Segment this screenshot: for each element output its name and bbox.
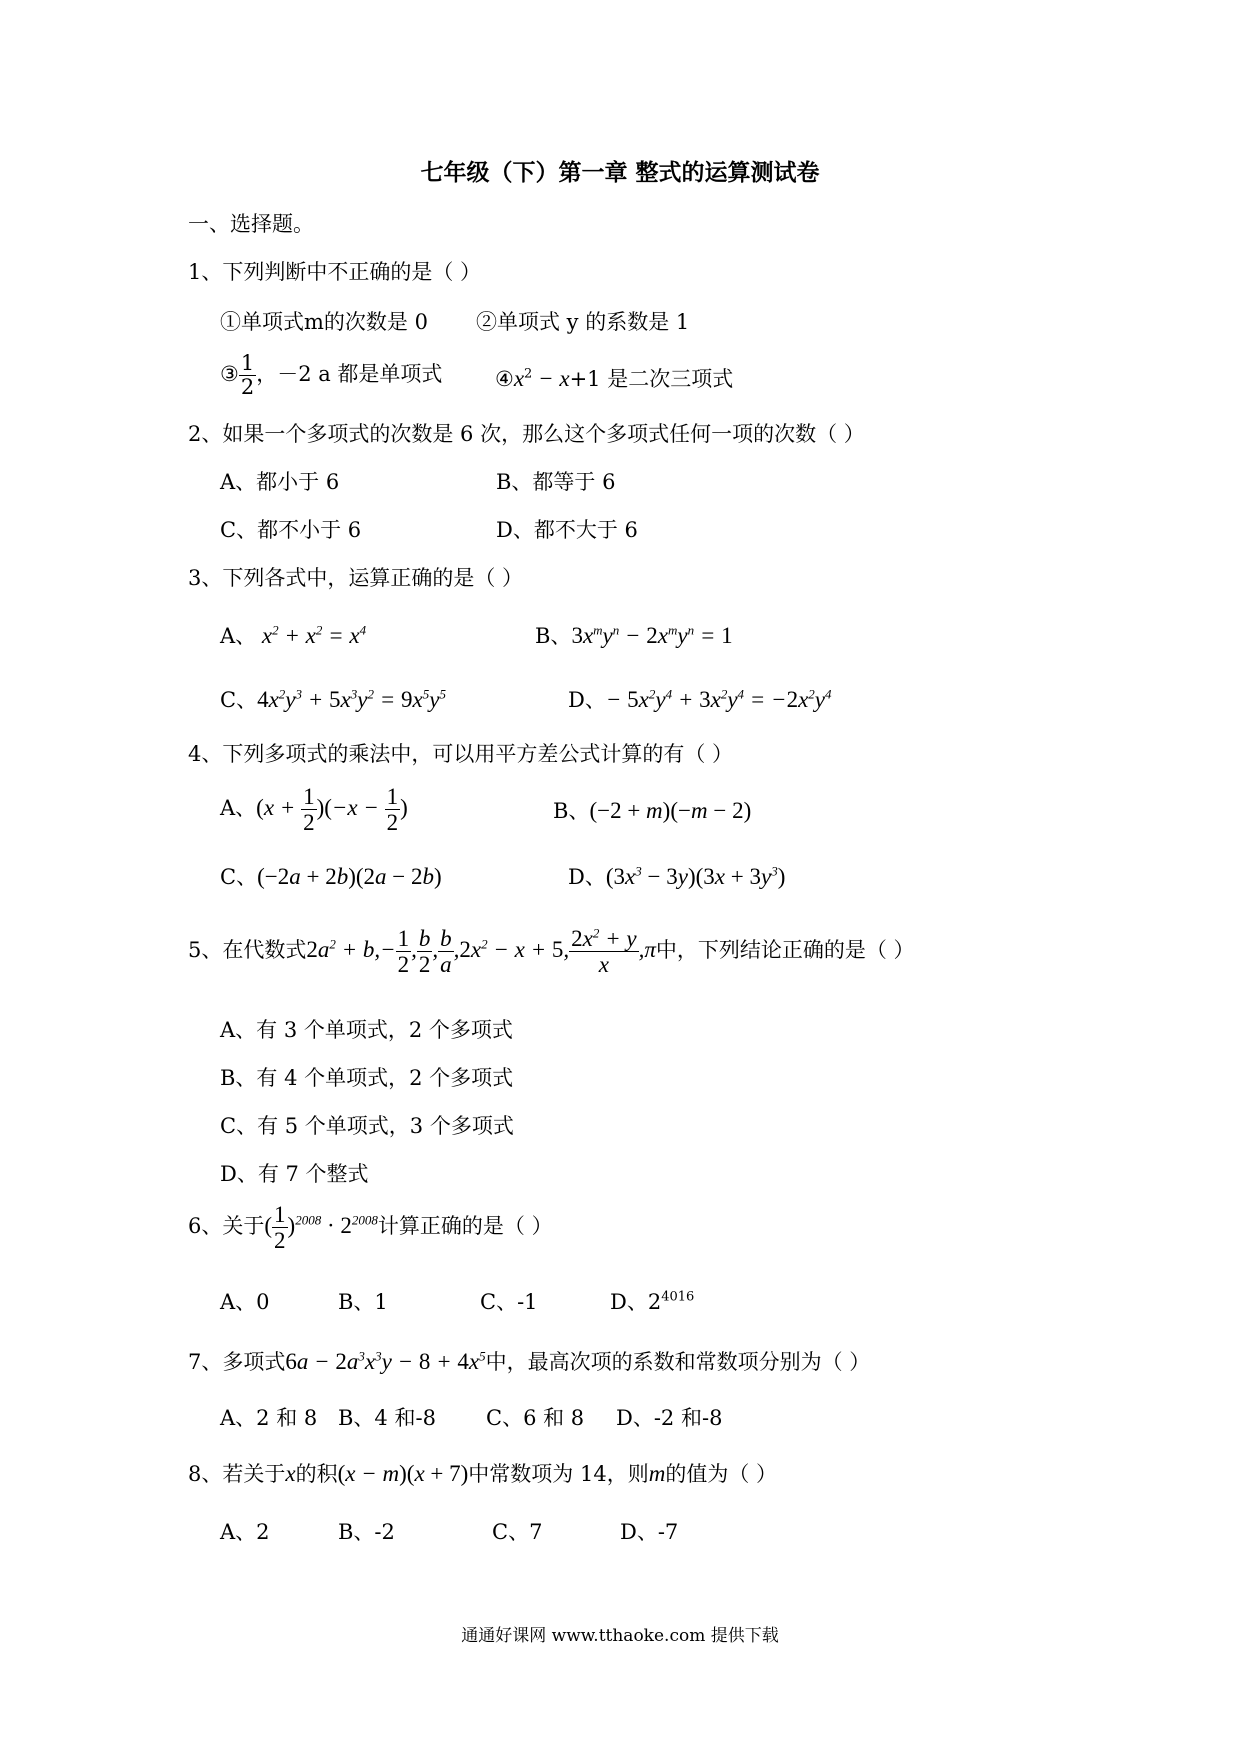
q6-stem: 6、关于( $\frac{1}{2}$ )$^{2008} \cdot 2^{2008}$计算正确的是（ ） xyxy=(188,1202,553,1254)
q5-option-c: C、有 5 个单项式，3 个多项式 xyxy=(220,1114,514,1138)
q4-option-c: C、(−2a + 2b)(2a − 2b) xyxy=(220,864,442,889)
q3-option-b: B、$3x^my^n - 2x^my^n = 1$ xyxy=(535,622,733,648)
q4-option-d: D、$(3x^3 - 3y)(3x + 3y^3)$ xyxy=(568,863,786,889)
q5-option-b: B、有 4 个单项式，2 个多项式 xyxy=(220,1066,514,1090)
q7-option-d: D、-2 和-8 xyxy=(616,1406,723,1430)
page-title: 七年级（下）第一章 整式的运算测试卷 xyxy=(420,160,820,186)
q1-option-3-prefix: ③ xyxy=(220,362,239,387)
q3-option-a: A、 $x^2 + x^2 = x^4$ xyxy=(220,622,367,648)
q6-option-b: B、1 xyxy=(338,1290,388,1314)
fraction: $\frac{1}{2}$ xyxy=(240,351,255,400)
q1-option-3 xyxy=(220,352,442,399)
q6-option-d: D、$2^{4016}$ xyxy=(610,1289,695,1314)
q5-option-d: D、有 7 个整式 xyxy=(220,1162,369,1186)
q3-stem: 3、下列各式中，运算正确的是（ ） xyxy=(188,566,524,590)
q7-option-c: C、6 和 8 xyxy=(486,1406,585,1430)
q2-option-c: C、都不小于 6 xyxy=(220,518,362,542)
q2-stem: 2、如果一个多项式的次数是 6 次，那么这个多项式任何一项的次数（ ） xyxy=(188,422,865,446)
q5-stem: 5、在代数式$2a^2 + b,-$ $\frac{1}{2}$ , $\frac{b}{2}$ , $\frac{b}{a}$ $,2x^2 - x + 5$, $\frac{2x^2 + y}{x}$ ,π中，下列结论正确的是（ ） xyxy=(188,925,915,978)
section-heading: 一、选择题。 xyxy=(188,212,314,236)
q2-option-d: D、都不大于 6 xyxy=(496,518,638,542)
q2-option-b: B、都等于 6 xyxy=(496,470,616,494)
q4-option-b: B、(−2 + m)(−m − 2) xyxy=(553,798,752,823)
q1-option-1: ①单项式m的次数是 0 xyxy=(220,310,428,334)
q3-option-c: C、$4x^2y^3 + 5x^3y^2 = 9x^5y^5$ xyxy=(220,686,446,712)
fraction: $\frac{b}{2}$ xyxy=(418,926,431,978)
fraction: $\frac{1}{2}$ xyxy=(303,784,315,836)
q2-option-a: A、都小于 6 xyxy=(220,470,340,494)
q8-option-a: A、2 xyxy=(220,1520,270,1544)
q6-option-c: C、-1 xyxy=(480,1290,538,1314)
fraction: $\frac{1}{2}$ xyxy=(386,784,399,836)
fraction: $\frac{2x^2 + y}{x}$ xyxy=(571,925,637,978)
q8-stem: 8、若关于x的积(x − m)(x + 7)中常数项为 14，则m的值为（ ） xyxy=(188,1461,778,1486)
fraction: $\frac{1}{2}$ xyxy=(397,926,410,978)
q6-option-a: A、0 xyxy=(220,1290,270,1314)
q8-option-b: B、-2 xyxy=(338,1520,395,1544)
q7-option-b: B、4 和-8 xyxy=(338,1406,436,1430)
q3-option-d: D、− $5x^2y^4 + 3x^2y^4 = -2x^2y^4$ xyxy=(568,686,832,712)
q1-option-2: ②单项式 y 的系数是 1 xyxy=(476,310,690,334)
fraction: $\frac{b}{a}$ xyxy=(440,926,452,978)
q1-option-4: $④x^2 - x+1$ 是二次三项式 xyxy=(495,366,734,391)
q8-option-d: D、-7 xyxy=(620,1520,679,1544)
q4-option-a: A、(x + $\frac{1}{2}$ )(−x − $\frac{1}{2}$ ) xyxy=(220,784,408,836)
page-footer: 通通好课网 www.tthaoke.com 提供下载 xyxy=(461,1626,779,1646)
fraction: $\frac{1}{2}$ xyxy=(274,1202,286,1254)
q1-option-3-text: ，－2 a 都是单项式 xyxy=(256,362,443,387)
q4-stem: 4、下列多项式的乘法中，可以用平方差公式计算的有（ ） xyxy=(188,742,734,766)
q1-stem: 1、下列判断中不正确的是（ ） xyxy=(188,260,482,284)
q7-stem: 7、多项式$6a - 2a^3x^3y - 8 + 4x^5$中，最高次项的系数和常数项分别为（ ） xyxy=(188,1348,871,1374)
q8-option-c: C、7 xyxy=(492,1520,543,1544)
q7-option-a: A、2 和 8 xyxy=(220,1406,318,1430)
q5-option-a: A、有 3 个单项式，2 个多项式 xyxy=(220,1018,513,1042)
